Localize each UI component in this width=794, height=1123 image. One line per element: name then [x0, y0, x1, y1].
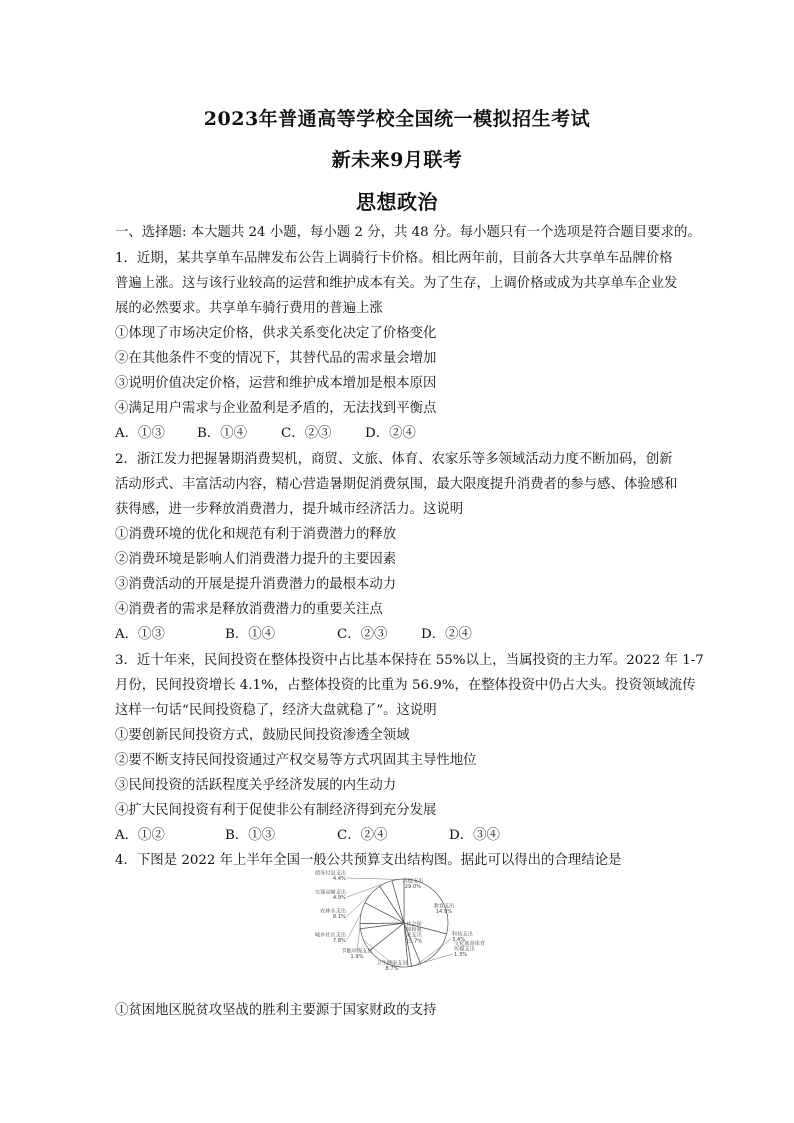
q1-item: ①体现了市场决定价格，供求关系变化决定了价格变化	[115, 326, 437, 341]
pie-label-education: 教育支出 14.9%	[433, 903, 455, 916]
pie-label-culture: 文化旅游体育传媒支出 1.3%	[454, 941, 486, 959]
q1-stem-line: 普遍上涨。这与该行业较高的运营和维护成本有关。为了生存，上调价格或成为共享单车企业发	[115, 276, 678, 291]
subject-title: 思想政治	[356, 190, 438, 214]
q3-item: ③民间投资的活跃程度关乎经济发展的内生动力	[115, 778, 397, 793]
q1-item: ②在其他条件不变的情况下，其替代品的需求量会增加	[115, 351, 437, 366]
q3-stem-line: 3．近十年来，民间投资在整体投资中占比基本保持在 55%以上，当属投资的主力军。2022 年 1-7	[115, 653, 704, 668]
q1-item: ④满足用户需求与企业盈利是矛盾的，无法找到平衡点	[115, 401, 437, 416]
pie-label-other: 其他支出 29.0%	[402, 878, 424, 891]
q3-item: ①要创新民间投资方式，鼓励民间投资渗透全领域	[115, 728, 410, 743]
q2-stem-line: 活动形式、丰富活动内容，精心营造暑期促消费氛围，最大限度提升消费者的参与感、体验感和	[115, 477, 678, 492]
q3-option-a[interactable]: A．①②	[115, 828, 165, 843]
q3-stem-line: 月份，民间投资增长 4.1%，占整体投资的比重为 56.9%，在整体投资中仍占大头。投资领域流传	[115, 678, 696, 693]
pie-label-debt-interest: 债务付息支出 4.4%	[314, 870, 346, 883]
pie-label-environment: 节能环保支出 1.9%	[341, 948, 373, 961]
section-heading: 一、选择题: 本大题共 24 小题，每小题 2 分，共 48 分。每小题只有一个选项是符合题目要求的。	[115, 225, 701, 240]
q1-option-a[interactable]: A．①③	[115, 426, 165, 441]
q1-item: ③说明价值决定价格，运营和维护成本增加是根本原因	[115, 376, 437, 391]
q1-option-d[interactable]: D．②④	[365, 426, 416, 441]
q1-option-c[interactable]: C．②③	[281, 426, 332, 441]
pie-label-agriculture: 农林水支出 8.1%	[320, 908, 346, 921]
q2-item: ②消费环境是影响人们消费潜力提升的主要因素	[115, 552, 397, 567]
q4-item: ①贫困地区脱贫攻坚战的胜利主要源于国家财政的支持	[115, 1003, 437, 1018]
q1-stem-line: 展的必然要求。共享单车骑行费用的普遍上涨	[115, 301, 383, 316]
q1-stem-line: 1．近期，某共享单车品牌发布公告上调骑行卡价格。相比两年前，目前各大共享单车品牌价格	[115, 251, 673, 266]
q2-option-c[interactable]: C．②③	[337, 627, 388, 642]
budget-pie-chart	[300, 868, 496, 976]
pie-leader-line	[357, 926, 360, 951]
q2-item: ①消费环境的优化和规范有利于消费潜力的释放	[115, 527, 397, 542]
exam-subtitle: 新未来9月联考	[331, 149, 463, 171]
q2-stem-line: 2．浙江发力把握暑期消费契机，商贸、文旅、体育、农家乐等多领域活动力度不断加码，创新	[115, 452, 673, 467]
pie-label-urban-rural: 城乡社区支出 7.8%	[314, 932, 346, 945]
q4-stem: 4．下图是 2022 年上半年全国一般公共预算支出结构图。据此可以得出的合理结论是	[115, 853, 622, 868]
pie-label-social-security: 社会保障和就业支出 15.7%	[405, 921, 423, 945]
q2-stem-line: 获得感，进一步释放消费潜力，提升城市经济活力。这说明	[115, 502, 464, 517]
q3-option-b[interactable]: B．①③	[225, 828, 276, 843]
pie-label-transport: 交通运输支出 4.9%	[314, 889, 346, 902]
q2-item: ③消费活动的开展是提升消费潜力的最根本动力	[115, 577, 397, 592]
pie-leader-line	[347, 878, 398, 879]
q2-option-b[interactable]: B．①④	[225, 627, 276, 642]
q2-item: ④消费者的需求是释放消费潜力的重要关注点	[115, 602, 383, 617]
q2-option-d[interactable]: D．②④	[421, 627, 472, 642]
q2-option-a[interactable]: A．①③	[115, 627, 165, 642]
q3-stem-line: 这样一句话“民间投资稳了，经济大盘就稳了”。这说明	[115, 703, 437, 718]
q3-item: ④扩大民间投资有利于促使非公有制经济得到充分发展	[115, 803, 437, 818]
q3-option-d[interactable]: D．③④	[449, 828, 500, 843]
q3-item: ②要不断支持民间投资通过产权交易等方式巩固其主导性地位	[115, 753, 477, 768]
q1-option-b[interactable]: B．①④	[197, 426, 248, 441]
q3-option-c[interactable]: C．②④	[337, 828, 388, 843]
pie-label-health: 卫生健康支出 8.7%	[376, 960, 408, 973]
exam-title: 2023年普通高等学校全国统一模拟招生考试	[203, 108, 591, 130]
pie-label-science: 科技支出 3.4%	[452, 931, 473, 944]
